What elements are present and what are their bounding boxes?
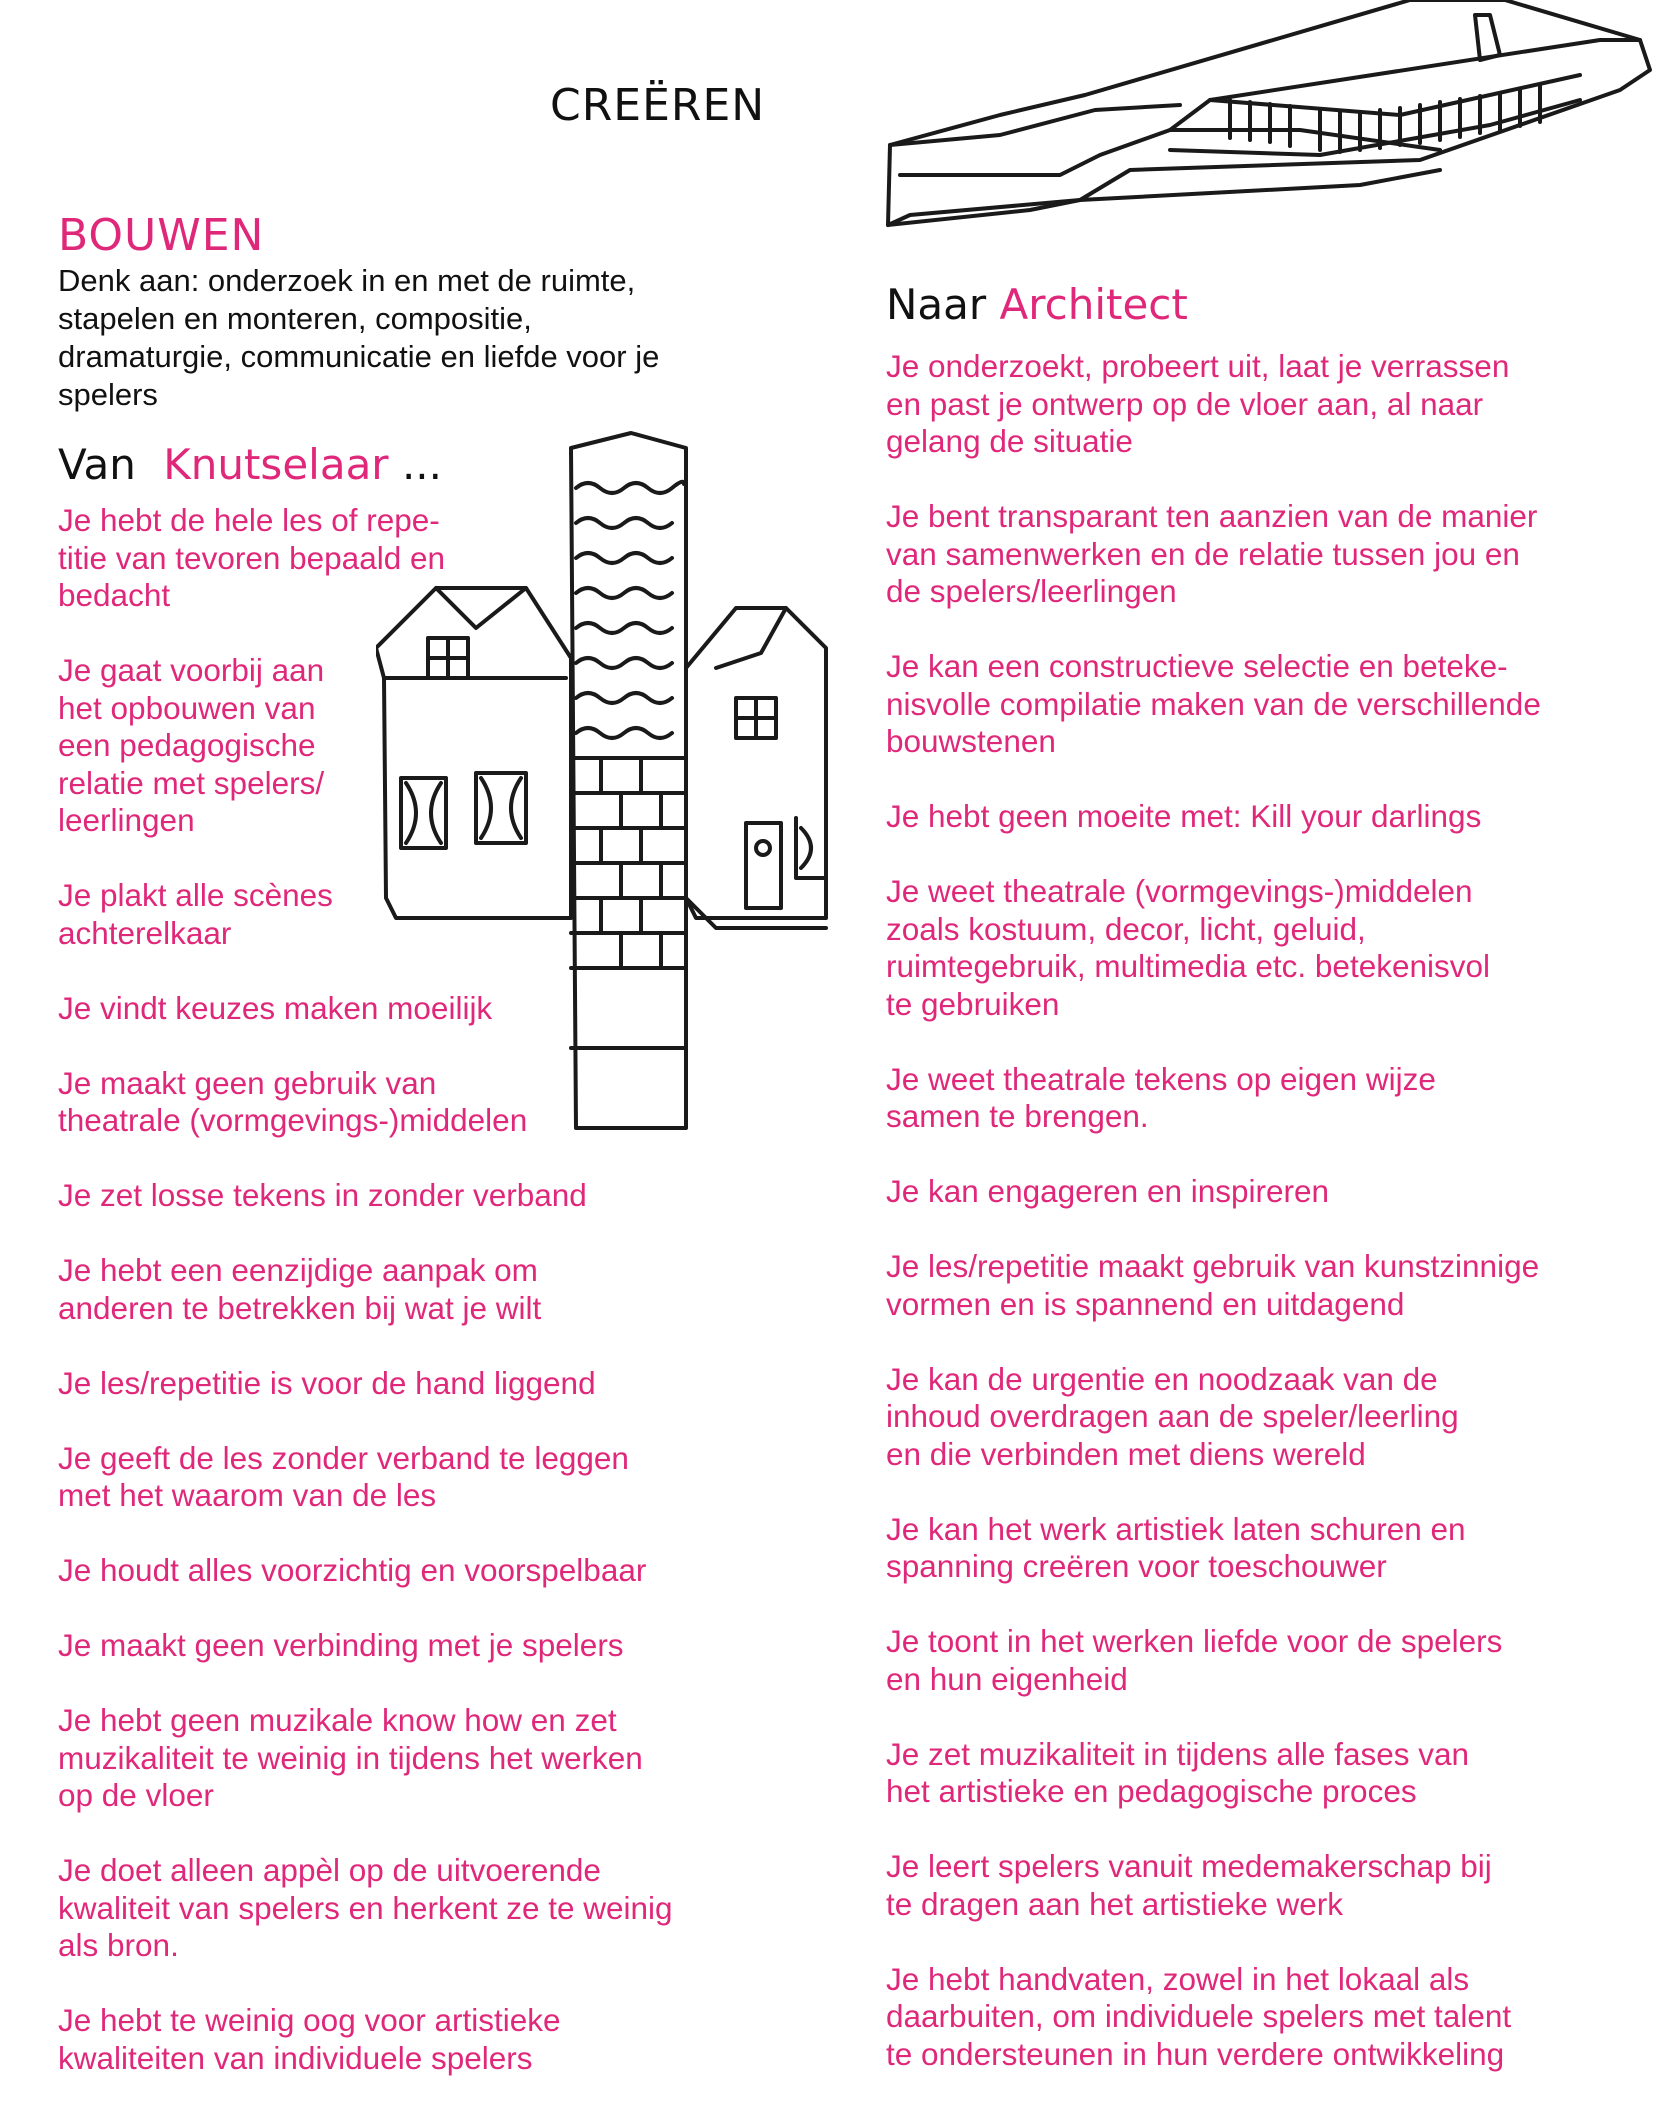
list-item-line: daarbuiten, om individuele spelers met talent <box>886 1998 1512 2034</box>
list-item <box>886 1623 1606 1698</box>
list-item <box>58 2002 778 2077</box>
list-item-line: Je zet muzikaliteit in tijdens alle fases van <box>886 1735 1470 1772</box>
page-title: CREËREN <box>550 80 766 131</box>
list-item-line: Je weet theatrale (vormgevings-)middelen <box>886 873 1473 909</box>
list-item-line: vormen en is spannend en uitdagend <box>886 1285 1405 1322</box>
list-item-line: het artistieke en pedagogische proces <box>886 1773 1417 1809</box>
list-item-line: met het waarom van de les <box>58 1477 437 1513</box>
list-item-line: relatie met spelers/ <box>58 764 325 801</box>
intro-line: dramaturgie, communicatie en liefde voor je <box>58 339 660 374</box>
list-item <box>886 1173 1606 1211</box>
list-item-line: Je toont in het werken liefde voor de spelers <box>886 1623 1503 1659</box>
list-item-line: kwaliteit van spelers en herkent ze te weinig <box>58 1889 673 1926</box>
list-item-line: Je les/repetitie maakt gebruik van kunstzinnige <box>886 1248 1540 1284</box>
list-item-line: een pedagogische <box>58 727 316 763</box>
house-tower-sketch-icon <box>376 428 866 1148</box>
list-item-line: van samenwerken en de relatie tussen jou en <box>886 535 1520 572</box>
list-item-line: theatrale (vormgevings-)middelen <box>58 1102 528 1138</box>
list-item-line: kwaliteiten van individuele spelers <box>58 2039 533 2076</box>
list-item <box>58 1177 778 1215</box>
list-item-line: nisvolle compilatie maken van de verschillende <box>886 685 1541 722</box>
list-item <box>58 1440 778 1515</box>
list-item <box>886 1361 1606 1474</box>
list-item <box>58 1627 778 1665</box>
list-item-line: en hun eigenheid <box>886 1660 1128 1697</box>
right-column-heading <box>886 280 1188 329</box>
list-item-line: inhoud overdragen aan de speler/leerling <box>886 1398 1459 1434</box>
list-item-line: Je hebt een eenzijdige aanpak om <box>58 1252 538 1288</box>
left-heading-accent: Knutselaar <box>163 440 389 489</box>
intro-line: stapelen en monteren, compositie, <box>58 301 532 336</box>
list-item-line: ruimtegebruik, multimedia etc. betekenisvol <box>886 948 1491 984</box>
list-item-line: Je hebt te weinig oog voor artistieke <box>58 2002 561 2038</box>
list-item <box>886 1961 1606 2074</box>
list-item <box>58 1252 778 1327</box>
modern-building-sketch-icon <box>880 0 1654 260</box>
list-item <box>886 348 1606 461</box>
list-item-line: Je les/repetitie is voor de hand liggend <box>58 1364 596 1401</box>
list-item <box>886 873 1606 1023</box>
list-item-line: te gebruiken <box>886 985 1060 1022</box>
list-item-line: te ondersteunen in hun verdere ontwikkeling <box>886 2035 1505 2072</box>
list-item-line: samen te brengen. <box>886 1098 1149 1134</box>
list-item-line: leerlingen <box>58 802 195 838</box>
right-heading-prefix: Naar <box>886 280 987 329</box>
list-item-line: zoals kostuum, decor, licht, geluid, <box>886 910 1366 947</box>
list-item-line: achterelkaar <box>58 914 232 951</box>
list-item-line: Je hebt de hele les of repe- <box>58 502 440 538</box>
left-heading-prefix: Van <box>58 440 136 489</box>
list-item-line: spanning creëren voor toeschouwer <box>886 1548 1387 1584</box>
list-item-line: Je bent transparant ten aanzien van de manier <box>886 498 1538 534</box>
list-item-line: Je kan een constructieve selectie en beteke- <box>886 648 1508 684</box>
list-item-line: Je plakt alle scènes <box>58 877 333 913</box>
list-item <box>58 1365 778 1403</box>
list-item <box>58 1552 778 1590</box>
list-item-line: Je leert spelers vanuit medemakerschap bij <box>886 1848 1492 1884</box>
list-item-line: Je kan het werk artistiek laten schuren en <box>886 1510 1466 1547</box>
right-heading-accent: Architect <box>999 280 1188 329</box>
list-item-line: Je gaat voorbij aan <box>58 652 325 688</box>
list-item-line: Je maakt geen gebruik van <box>58 1064 437 1101</box>
list-item <box>886 1736 1606 1811</box>
list-item-line: Je hebt geen muzikale know how en zet <box>58 1702 617 1738</box>
list-item-line: bouwstenen <box>886 723 1056 759</box>
list-item-line: te dragen aan het artistieke werk <box>886 1885 1344 1922</box>
intro-line: Denk aan: onderzoek in en met de ruimte, <box>58 263 636 298</box>
architect-list <box>886 348 1606 2073</box>
section-intro <box>58 262 758 414</box>
list-item <box>886 1511 1606 1586</box>
list-item-line: bedacht <box>58 577 171 613</box>
list-item <box>886 1061 1606 1136</box>
list-item <box>58 1702 778 1815</box>
list-item <box>886 798 1606 836</box>
list-item <box>886 498 1606 611</box>
list-item <box>58 1852 778 1965</box>
list-item-line: Je hebt handvaten, zowel in het lokaal als <box>886 1960 1470 1997</box>
list-item-line: Je weet theatrale tekens op eigen wijze <box>886 1060 1436 1097</box>
list-item-line: en die verbinden met diens wereld <box>886 1435 1366 1472</box>
left-heading-suffix: ... <box>401 440 442 489</box>
list-item <box>886 1248 1606 1323</box>
list-item-line: het opbouwen van <box>58 689 316 726</box>
list-item-line: Je onderzoekt, probeert uit, laat je verrassen <box>886 348 1510 384</box>
list-item-line: Je doet alleen appèl op de uitvoerende <box>58 1852 601 1888</box>
list-item-line: Je kan engageren en inspireren <box>886 1173 1330 1209</box>
list-item-line: anderen te betrekken bij wat je wilt <box>58 1289 542 1326</box>
list-item <box>886 1848 1606 1923</box>
list-item-line: Je maakt geen verbinding met je spelers <box>58 1627 624 1663</box>
list-item-line: op de vloer <box>58 1777 214 1813</box>
list-item-line: Je houdt alles voorzichtig en voorspelbaar <box>58 1552 647 1588</box>
list-item-line: en past je ontwerp op de vloer aan, al naar <box>886 385 1484 422</box>
list-item-line: titie van tevoren bepaald en <box>58 539 446 576</box>
list-item-line: Je hebt geen moeite met: Kill your darlings <box>886 798 1482 834</box>
list-item <box>886 648 1606 761</box>
list-item-line: Je zet losse tekens in zonder verband <box>58 1177 587 1213</box>
list-item-line: Je geeft de les zonder verband te leggen <box>58 1439 629 1476</box>
list-item-line: Je kan de urgentie en noodzaak van de <box>886 1360 1438 1397</box>
list-item-line: muzikaliteit te weinig in tijdens het werken <box>58 1739 643 1776</box>
list-item-line: gelang de situatie <box>886 423 1133 459</box>
list-item-line: Je vindt keuzes maken moeilijk <box>58 989 493 1026</box>
intro-line: spelers <box>58 377 158 412</box>
section-title: BOUWEN <box>58 210 265 261</box>
list-item-line: de spelers/leerlingen <box>886 573 1177 609</box>
list-item-line: als bron. <box>58 1927 179 1963</box>
